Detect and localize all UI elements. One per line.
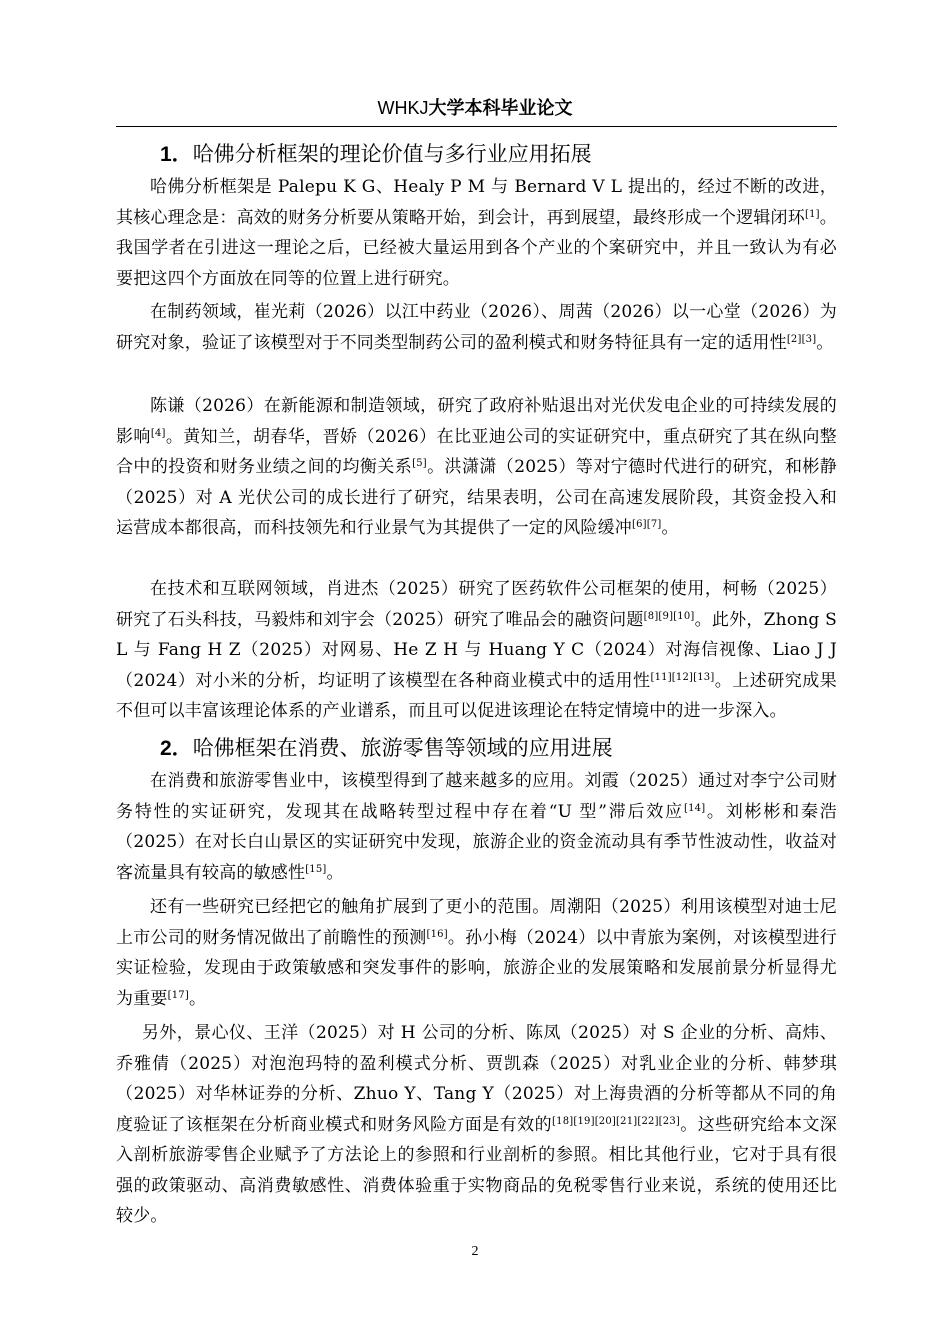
paragraph-text: 。此外，Zhong S L 与 Fang H Z（2025）对网易、He Z H 与 Huang Y C（2024）对海信视像、Liao J J（2024）对小米的分析，均证明了该模型在各种商业模式中的适用性 <box>116 609 838 691</box>
running-header <box>0 94 950 120</box>
paragraph-text: 还有一些研究已经把它的触角扩展到了更小的范围。周潮阳（2025）利用该模型对迪士尼上市公司的财务情况做出了前瞻性的预测 <box>116 897 837 948</box>
section-1-number: 1． <box>160 143 193 166</box>
paragraph-text: 。上述研究成果不但可以丰富该理论体系的产业谱系，而且可以促进该理论在特定情境中的进一步深入。 <box>116 670 837 721</box>
page-number: 2 <box>471 1244 479 1259</box>
citation: [8][9][10] <box>643 610 695 622</box>
paragraph-text: 在制药领域，崔光莉（2026）以江中药业（2026）、周茜（2026）以一心堂（2026）为研究对象，验证了该模型对于不同类型制药公司的盈利模式和财务特征具有一定的适用性 <box>116 302 837 353</box>
thesis-title: 大学本科毕业论文 <box>428 98 573 119</box>
citation: [5] <box>412 458 427 469</box>
paragraph-text: 。刘彬彬和秦浩（2025）在对长白山景区的实证研究中发现，旅游企业的资金流动具有季节性波动性，收益对客流量具有较高的敏感性 <box>116 801 838 883</box>
section-1-title: 哈佛分析框架的理论价值与多行业应用拓展 <box>192 143 592 166</box>
paragraph-text: 在消费和旅游零售业中，该模型得到了越来越多的应用。刘霞（2025）通过对李宁公司财务特性的实证研究，发现其在战略转型过程中存在着“U 型”滞后效应 <box>116 771 837 822</box>
paragraph-text: 。洪潇潇（2025）等对宁德时代进行的研究，和彬静（2025）对 A 光伏公司的成长进行了研究，结果表明，公司在高速发展阶段，其资金投入和运营成本都很高，而科技领先和行业景气为其提供了一定的风险缓冲 <box>116 457 837 538</box>
section-2-title: 哈佛框架在消费、旅游零售等领域的应用进展 <box>192 737 613 760</box>
section-1-paragraph-2 <box>116 297 837 358</box>
section-1-paragraph-4 <box>116 574 837 727</box>
paragraph-text: 哈佛分析框架是 Palepu K G、Healy P M 与 Bernard V L 提出的，经过不断的改进，其核心理念是：高效的财务分析要从策略开始，到会计，再到展望，最终形成一个逻辑闭环 <box>116 177 837 228</box>
citation: [6][7] <box>632 519 662 530</box>
paragraph-text: 。黄知兰，胡春华，晋娇（2026）在比亚迪公司的实证研究中，重点研究了其在纵向整合中的投资和财务业绩之间的均衡关系 <box>116 426 837 477</box>
header-divider <box>116 126 837 127</box>
paragraph-text: 。 <box>661 518 679 538</box>
section-1-paragraph-3 <box>116 391 837 544</box>
paragraph-text: 。这些研究给本文深入剖析旅游零售企业赋予了方法论上的参照和行业剖析的参照。相比其他行业，它对于具有很强的政策驱动、高消费敏感性、消费体验重于实物商品的免税零售行业来说，系统的使用还比较少。 <box>116 1114 837 1226</box>
university-code: WHKJ <box>377 98 429 118</box>
citation: [16] <box>426 928 448 940</box>
citation: [4] <box>150 427 166 439</box>
citation: [18][19][20][21][22][23] <box>552 1115 681 1127</box>
paragraph-text: 陈谦（2026）在新能源和制造领域，研究了政府补贴退出对光伏发电企业的可持续发展的影响 <box>116 396 837 447</box>
section-1-paragraph-1 <box>116 172 837 294</box>
paragraph-text: 。我国学者在引进这一理论之后，已经被大量运用到各个产业的个案研究中，并且一致认为有必要把这四个方面放在同等的位置上进行研究。 <box>116 207 838 289</box>
citation: [15] <box>305 863 327 875</box>
paragraph-text: 在技术和互联网领域，肖进杰（2025）研究了医药软件公司框架的使用，柯畅（2025）研究了石头科技，马毅炜和刘宇会（2025）研究了唯品会的融资问题 <box>116 579 837 630</box>
paragraph-text: 另外，景心仪、王洋（2025）对 H 公司的分析、陈凤（2025）对 S 企业的分析、高炜、乔雅倩（2025）对泡泡玛特的盈利模式分析、贾凯森（2025）对乳业企业的分析、韩梦琪（2025）对华林证券的分析、Zhuo Y、Tang Y（2025）对上海贵酒的分析等都从不同的角度验证了该框架在分析商业模式和财务风险方面是有效的 <box>116 1023 837 1135</box>
paragraph-text: 。 <box>326 862 344 883</box>
paragraph-text: 。 <box>816 332 834 353</box>
citation: [2][3] <box>786 333 817 345</box>
section-2-paragraph-3 <box>116 1018 837 1232</box>
section-2-paragraph-1 <box>116 766 837 888</box>
section-1-heading <box>160 142 592 168</box>
section-2-heading <box>160 736 613 762</box>
citation: [1] <box>805 208 820 220</box>
paragraph-text: 。 <box>188 988 207 1009</box>
paragraph-text: 。孙小梅（2024）以中青旅为案例，对该模型进行实证检验，发现由于政策敏感和突发事件的影响，旅游企业的发展策略和发展前景分析显得尤为重要 <box>116 927 837 1009</box>
section-2-number: 2． <box>160 737 193 760</box>
citation: [17] <box>167 989 189 1001</box>
citation: [14] <box>683 802 706 814</box>
citation: [11][12][13] <box>650 671 715 683</box>
section-2-paragraph-2 <box>116 892 837 1014</box>
